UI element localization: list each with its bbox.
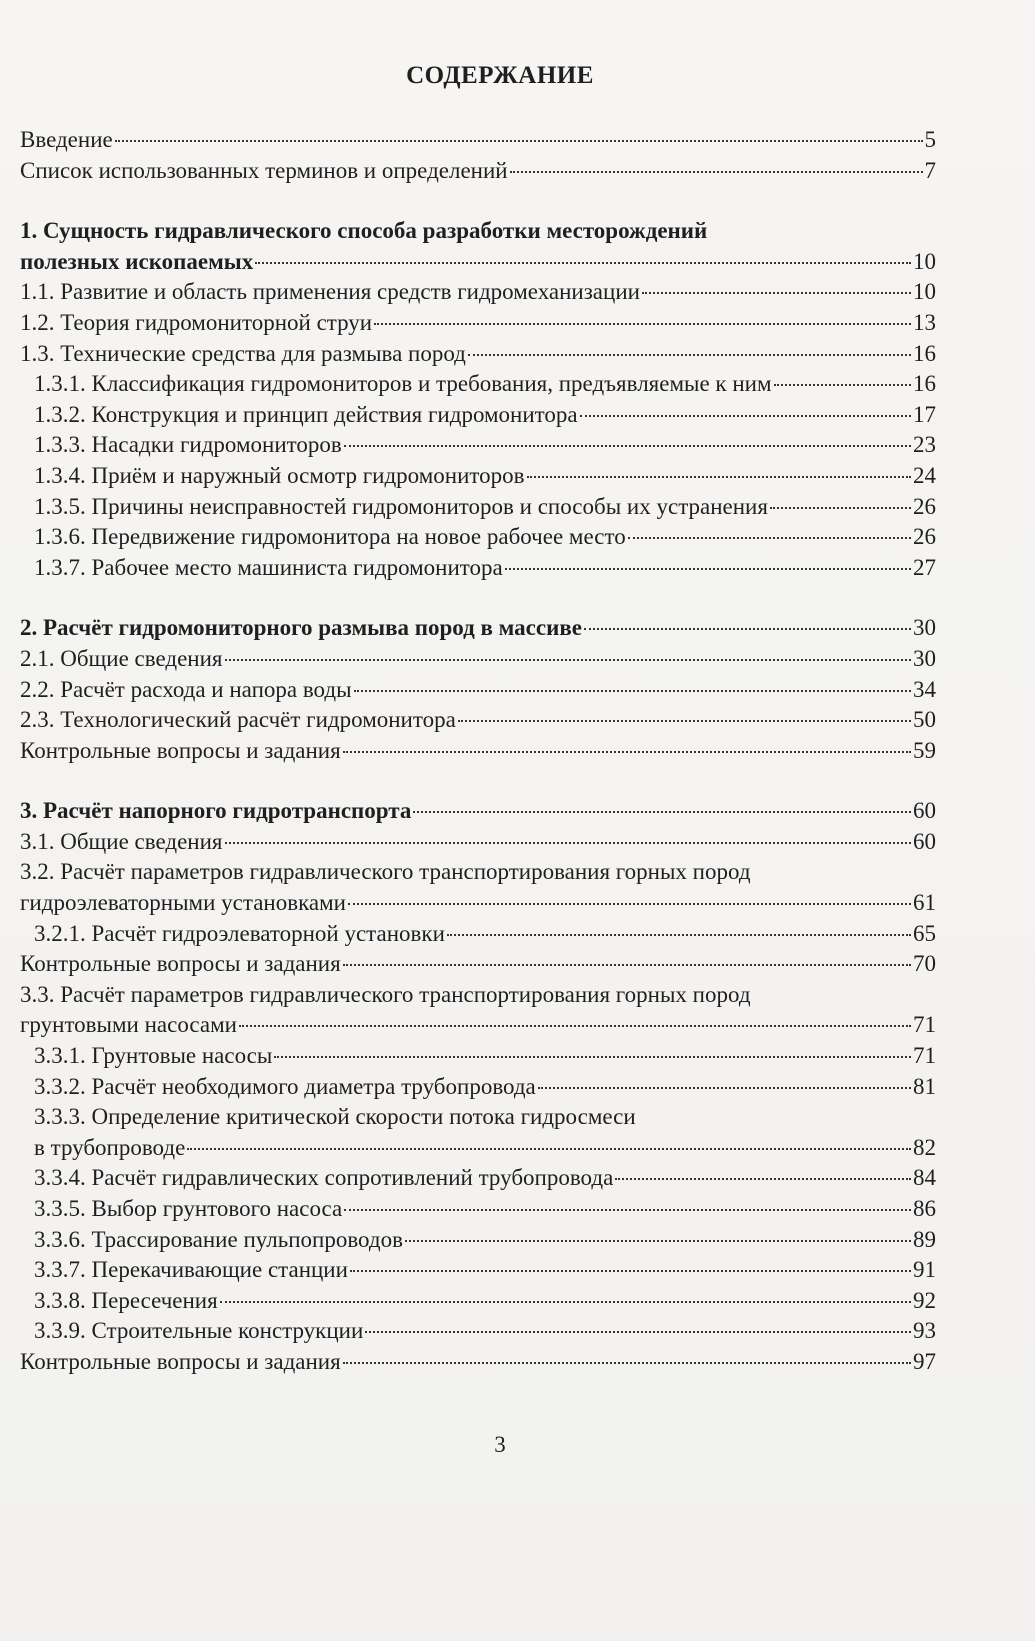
toc-entry bbox=[20, 736, 936, 767]
toc-entry-page: 17 bbox=[913, 401, 936, 427]
toc-entry-page: 16 bbox=[913, 371, 936, 397]
toc-entry-page: 71 bbox=[913, 1043, 936, 1069]
toc-entry bbox=[20, 1286, 936, 1317]
toc-entry-title: 3.3.2. Расчёт необходимого диаметра трубопровода bbox=[34, 1073, 536, 1099]
dot-leader bbox=[642, 292, 911, 294]
toc-entry-title: Контрольные вопросы и задания bbox=[20, 1348, 341, 1374]
toc-entry-page: 60 bbox=[913, 798, 936, 824]
toc-entry bbox=[20, 949, 936, 980]
toc-entry-title: 1.3. Технические средства для размыва пород bbox=[20, 340, 466, 366]
toc-entry-title: 3.3.4. Расчёт гидравлических сопротивлений трубопровода bbox=[34, 1165, 614, 1191]
toc-entry-title: 2.3. Технологический расчёт гидромонитора bbox=[20, 707, 456, 733]
toc-entry-title: 3.3.5. Выбор грунтового насоса bbox=[34, 1196, 343, 1221]
toc-entry-title-continued: грунтовыми насосами bbox=[20, 1012, 237, 1038]
toc-entry bbox=[20, 705, 936, 736]
toc-entry bbox=[20, 1041, 936, 1072]
dot-leader bbox=[770, 507, 911, 509]
toc-entry bbox=[20, 1072, 936, 1103]
dot-leader bbox=[348, 903, 911, 905]
toc-entry bbox=[20, 430, 936, 461]
toc-entry bbox=[20, 1316, 936, 1347]
toc-entry-page: 82 bbox=[913, 1134, 936, 1160]
toc-entry-title: 3.2.1. Расчёт гидроэлеваторной установки bbox=[34, 920, 445, 946]
dot-leader bbox=[354, 690, 911, 692]
dot-leader bbox=[343, 751, 911, 753]
toc-entry-page: 81 bbox=[913, 1073, 936, 1099]
toc-entry-title: 2.1. Общие сведения bbox=[20, 645, 223, 671]
toc-entry bbox=[20, 980, 936, 1041]
toc-entry bbox=[20, 492, 936, 523]
toc-entry-page: 84 bbox=[913, 1165, 936, 1191]
toc-entry-page: 26 bbox=[913, 524, 936, 550]
section-gap bbox=[20, 186, 936, 216]
toc-entry-title-continued: гидроэлеваторными установками bbox=[20, 890, 346, 916]
dot-leader bbox=[187, 1148, 911, 1150]
toc-entry-page: 5 bbox=[924, 127, 936, 152]
toc-entry-page: 91 bbox=[913, 1257, 936, 1283]
toc-entry-title: 3.2. Расчёт параметров гидравлического транспортирования горных пород bbox=[20, 859, 751, 885]
toc-entry-page: 23 bbox=[913, 432, 936, 458]
dot-leader bbox=[350, 1270, 911, 1272]
toc-entry-title: 3.3.1. Грунтовые насосы bbox=[34, 1043, 273, 1069]
toc-entry-title-continued: полезных ископаемых bbox=[20, 248, 254, 274]
dot-leader bbox=[365, 1331, 911, 1333]
dot-leader bbox=[239, 1025, 911, 1027]
toc-entry-title: 2. Расчёт гидромониторного размыва пород в массиве bbox=[20, 615, 582, 641]
toc-entry-title: 1.3.7. Рабочее место машиниста гидромонитора bbox=[34, 554, 503, 580]
toc-entry bbox=[20, 1255, 936, 1286]
toc-entry bbox=[20, 1102, 936, 1163]
dot-leader bbox=[225, 842, 912, 844]
dot-leader bbox=[628, 537, 911, 539]
toc-entry-title: 3.3.9. Строительные конструкции bbox=[34, 1318, 364, 1344]
toc-entry-title: 2.2. Расчёт расхода и напора воды bbox=[20, 676, 352, 702]
toc-entry-title: 1.3.4. Приём и наружный осмотр гидромониторов bbox=[34, 462, 525, 488]
toc-entry-title: 3.3.6. Трассирование пульпопроводов bbox=[34, 1226, 403, 1252]
toc-entry-page: 93 bbox=[913, 1318, 936, 1344]
toc-entry-title: 1.3.2. Конструкция и принцип действия гидромонитора bbox=[34, 401, 578, 427]
toc-entry-title: 3.3.8. Пересечения bbox=[34, 1287, 218, 1313]
toc-entry bbox=[20, 675, 936, 706]
toc-entry bbox=[20, 339, 936, 370]
toc-entry bbox=[20, 1163, 936, 1194]
toc-entry bbox=[20, 277, 936, 308]
toc-entry-page: 27 bbox=[913, 554, 936, 580]
toc-entry bbox=[20, 400, 936, 431]
dot-leader bbox=[344, 445, 911, 447]
dot-leader bbox=[458, 720, 911, 722]
toc-entry bbox=[20, 369, 936, 400]
table-of-contents bbox=[20, 125, 936, 1378]
toc-entry-title: 3.3. Расчёт параметров гидравлического транспортирования горных пород bbox=[20, 981, 751, 1007]
toc-entry-page: 97 bbox=[913, 1348, 936, 1374]
toc-entry-title: Введение bbox=[20, 127, 113, 152]
section-gap bbox=[20, 583, 936, 613]
page-title: СОДЕРЖАНИЕ bbox=[406, 62, 594, 89]
toc-entry-page: 50 bbox=[913, 707, 936, 733]
toc-entry bbox=[20, 1194, 936, 1225]
toc-entry bbox=[20, 522, 936, 553]
toc-entry bbox=[20, 553, 936, 584]
dot-leader bbox=[343, 964, 911, 966]
toc-entry-page: 60 bbox=[913, 828, 936, 854]
toc-entry-page: 10 bbox=[913, 279, 936, 305]
toc-entry-title: 1.3.6. Передвижение гидромонитора на новое рабочее место bbox=[34, 524, 626, 550]
toc-entry-page: 70 bbox=[913, 951, 936, 977]
toc-entry-page: 34 bbox=[913, 676, 936, 702]
dot-leader bbox=[413, 811, 911, 813]
toc-entry-page: 65 bbox=[913, 920, 936, 946]
dot-leader bbox=[447, 934, 911, 936]
dot-leader bbox=[343, 1362, 911, 1364]
toc-entry-page: 92 bbox=[913, 1287, 936, 1313]
toc-entry bbox=[20, 827, 936, 858]
dot-leader bbox=[538, 1087, 911, 1089]
toc-entry-page: 59 bbox=[913, 737, 936, 763]
dot-leader bbox=[255, 262, 911, 264]
dot-leader bbox=[615, 1178, 911, 1180]
toc-entry bbox=[20, 216, 936, 277]
toc-entry bbox=[20, 125, 936, 156]
toc-entry-title: Список использованных терминов и определений bbox=[20, 157, 508, 183]
toc-entry-title: Контрольные вопросы и задания bbox=[20, 737, 341, 763]
dot-leader bbox=[344, 1209, 911, 1211]
toc-entry bbox=[20, 1347, 936, 1378]
toc-entry-page: 26 bbox=[913, 493, 936, 519]
toc-entry-page: 30 bbox=[913, 645, 936, 671]
toc-entry-page: 10 bbox=[913, 248, 936, 274]
toc-entry-title: 1.3.5. Причины неисправностей гидромониторов и способы их устранения bbox=[34, 493, 768, 519]
toc-entry bbox=[20, 1225, 936, 1256]
toc-entry-title-continued: в трубопроводе bbox=[34, 1134, 186, 1160]
dot-leader bbox=[115, 140, 923, 142]
toc-entry-page: 89 bbox=[913, 1226, 936, 1252]
toc-entry-title: 1.1. Развитие и область применения средств гидромеханизации bbox=[20, 279, 640, 305]
dot-leader bbox=[510, 171, 923, 173]
dot-leader bbox=[584, 628, 911, 630]
toc-entry-title: 1.3.3. Насадки гидромониторов bbox=[34, 432, 342, 458]
dot-leader bbox=[505, 568, 911, 570]
dot-leader bbox=[405, 1240, 911, 1242]
dot-leader bbox=[225, 659, 912, 661]
toc-entry-page: 16 bbox=[913, 340, 936, 366]
dot-leader bbox=[527, 476, 911, 478]
toc-entry-page: 7 bbox=[924, 157, 936, 183]
toc-entry bbox=[20, 613, 936, 644]
toc-entry bbox=[20, 796, 936, 827]
toc-entry-page: 13 bbox=[913, 309, 936, 335]
toc-entry-title: 3.1. Общие сведения bbox=[20, 828, 223, 854]
toc-entry bbox=[20, 919, 936, 950]
dot-leader bbox=[468, 354, 911, 356]
dot-leader bbox=[774, 384, 911, 386]
toc-entry-page: 61 bbox=[913, 890, 936, 916]
toc-entry-title: 3. Расчёт напорного гидротранспорта bbox=[20, 798, 412, 824]
toc-entry-title: 1. Сущность гидравлического способа разработки месторождений bbox=[20, 218, 708, 244]
section-gap bbox=[20, 766, 936, 796]
page-number: 3 bbox=[494, 1432, 506, 1457]
dot-leader bbox=[274, 1056, 911, 1058]
toc-entry-page: 71 bbox=[913, 1012, 936, 1038]
toc-entry bbox=[20, 308, 936, 339]
toc-entry bbox=[20, 644, 936, 675]
toc-entry bbox=[20, 857, 936, 918]
toc-entry-page: 30 bbox=[913, 615, 936, 641]
toc-entry-title: 1.3.1. Классификация гидромониторов и требования, предъявляемые к ним bbox=[34, 371, 772, 397]
toc-entry-title: 3.3.7. Перекачивающие станции bbox=[34, 1257, 348, 1283]
toc-entry bbox=[20, 461, 936, 492]
toc-entry-title: 1.2. Теория гидромониторной струи bbox=[20, 309, 373, 335]
toc-entry-title: 3.3.3. Определение критической скорости потока гидросмеси bbox=[34, 1104, 636, 1130]
dot-leader bbox=[220, 1301, 911, 1303]
toc-entry-page: 86 bbox=[913, 1196, 936, 1221]
toc-entry-page: 24 bbox=[913, 462, 936, 488]
toc-entry-title: Контрольные вопросы и задания bbox=[20, 951, 341, 977]
toc-entry bbox=[20, 156, 936, 187]
dot-leader bbox=[374, 323, 911, 325]
dot-leader bbox=[580, 415, 911, 417]
